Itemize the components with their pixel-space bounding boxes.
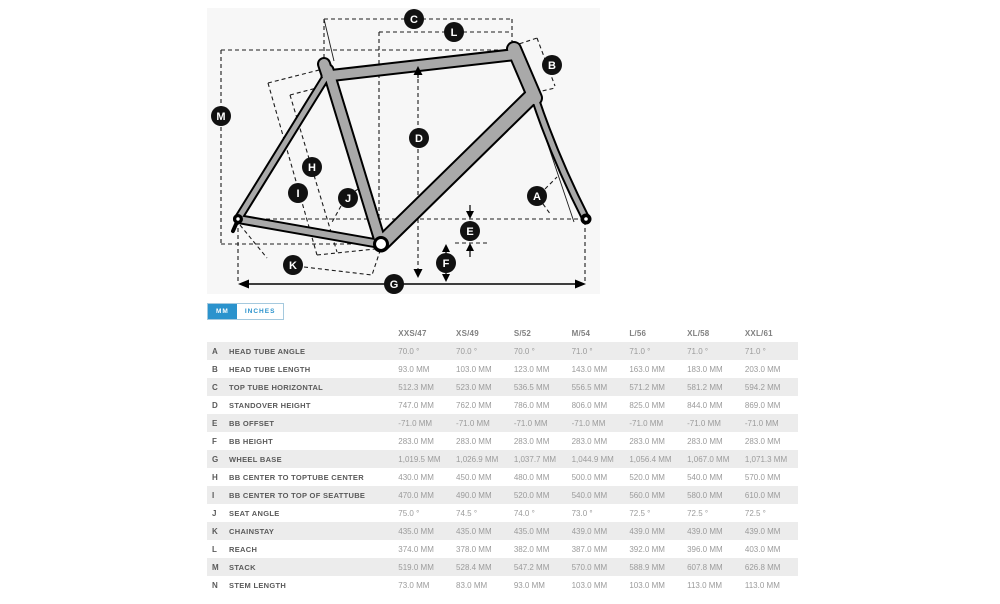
- geometry-table: [207, 325, 798, 594]
- measurement-value: 113.0 MM: [744, 580, 780, 590]
- row-dimension-label: REACH: [229, 544, 258, 554]
- measurement-value: 490.0 MM: [456, 490, 492, 500]
- geometry-row: [207, 450, 798, 468]
- measurement-value: 520.0 MM: [513, 490, 550, 500]
- measurement-value: -71.0 MM: [629, 418, 664, 428]
- bike-frame-drawing: [207, 8, 600, 294]
- measurement-value: -71.0 MM: [456, 418, 490, 428]
- row-letter: N: [212, 580, 218, 590]
- geometry-row: [207, 396, 798, 414]
- measurement-value: 283.0 MM: [744, 436, 781, 446]
- measurement-value: 1,071.3 MM: [744, 454, 788, 464]
- measurement-value: 283.0 MM: [398, 436, 434, 446]
- geometry-row: [207, 378, 798, 396]
- measurement-value: 547.2 MM: [513, 562, 550, 572]
- row-letter: G: [212, 454, 219, 464]
- diagram-label-letter-A: A: [533, 191, 541, 203]
- size-column-header: XXS/47: [398, 329, 427, 338]
- measurement-value: 73.0 MM: [398, 580, 430, 590]
- diagram-label-letter-H: H: [308, 162, 316, 174]
- row-dimension-label: STEM LENGTH: [229, 580, 287, 590]
- measurement-value: 74.0 °: [513, 508, 535, 518]
- measurement-value: 103.0 MM: [629, 580, 665, 590]
- measurement-value: 163.0 MM: [629, 364, 665, 374]
- measurement-value: 283.0 MM: [629, 436, 665, 446]
- bottom-bracket: [375, 238, 388, 251]
- measurement-value: 500.0 MM: [571, 472, 608, 482]
- row-letter: B: [212, 364, 218, 374]
- letter-column-header: [207, 325, 229, 342]
- measurement-value: 1,019.5 MM: [398, 454, 441, 464]
- measurement-value: 75.0 °: [398, 508, 420, 518]
- measurement-value: 374.0 MM: [398, 544, 434, 554]
- row-letter: I: [212, 490, 215, 500]
- row-letter: C: [212, 382, 218, 392]
- mm-toggle-button[interactable]: MM: [208, 304, 237, 319]
- row-dimension-label: HEAD TUBE LENGTH: [229, 364, 311, 374]
- measurement-value: 143.0 MM: [571, 364, 608, 374]
- row-dimension-label: BB OFFSET: [229, 418, 275, 428]
- measurement-value: 626.8 MM: [744, 562, 781, 572]
- measurement-value: 74.5 °: [456, 508, 478, 518]
- measurement-value: 70.0 °: [398, 346, 420, 356]
- row-dimension-label: BB CENTER TO TOPTUBE CENTER: [229, 472, 364, 482]
- measurement-value: 71.0 °: [687, 346, 709, 356]
- row-letter: L: [212, 544, 217, 554]
- measurement-value: 747.0 MM: [398, 400, 434, 410]
- measurement-value: 570.0 MM: [571, 562, 608, 572]
- measurement-value: 528.4 MM: [456, 562, 492, 572]
- row-dimension-label: BB HEIGHT: [229, 436, 273, 446]
- measurement-value: 283.0 MM: [571, 436, 608, 446]
- diagram-label-letter-E: E: [466, 226, 474, 238]
- measurement-value: 83.0 MM: [456, 580, 488, 590]
- diagram-label-letter-D: D: [415, 133, 423, 145]
- measurement-value: 71.0 °: [744, 346, 766, 356]
- geometry-row: [207, 432, 798, 450]
- size-column-header: XS/49: [456, 329, 479, 338]
- diagram-label-letter-J: J: [344, 193, 352, 205]
- measurement-value: 556.5 MM: [571, 382, 608, 392]
- measurement-value: 123.0 MM: [513, 364, 550, 374]
- measurement-value: 512.3 MM: [398, 382, 434, 392]
- measurement-value: 1,044.9 MM: [571, 454, 614, 464]
- measurement-value: 762.0 MM: [456, 400, 492, 410]
- size-column-header: M/54: [571, 329, 591, 338]
- row-letter: K: [212, 526, 218, 536]
- measurement-value: -71.0 MM: [398, 418, 433, 428]
- row-letter: F: [212, 436, 217, 446]
- row-letter: J: [212, 508, 217, 518]
- geometry-row: [207, 558, 798, 576]
- measurement-value: 806.0 MM: [571, 400, 608, 410]
- measurement-value: 439.0 MM: [687, 526, 723, 536]
- measurement-value: 519.0 MM: [398, 562, 434, 572]
- geometry-row: [207, 360, 798, 378]
- measurement-value: 869.0 MM: [744, 400, 781, 410]
- measurement-value: 1,037.7 MM: [513, 454, 557, 464]
- geometry-diagram: [207, 8, 600, 294]
- measurement-value: 283.0 MM: [687, 436, 723, 446]
- measurement-value: 580.0 MM: [687, 490, 723, 500]
- measurement-value: 93.0 MM: [513, 580, 545, 590]
- diagram-label-letter-B: B: [548, 60, 556, 72]
- measurement-value: 1,056.4 MM: [629, 454, 672, 464]
- row-dimension-label: CHAINSTAY: [229, 526, 275, 536]
- diagram-label-letter-F: F: [442, 258, 450, 270]
- size-column-header: XL/58: [687, 329, 710, 338]
- row-letter: D: [212, 400, 218, 410]
- measurement-value: 382.0 MM: [513, 544, 550, 554]
- diagram-label-letter-C: C: [410, 14, 418, 26]
- measurement-value: 439.0 MM: [629, 526, 665, 536]
- diagram-label-letter-I: I: [296, 188, 300, 200]
- measurement-value: 103.0 MM: [456, 364, 492, 374]
- measurement-value: 71.0 °: [629, 346, 651, 356]
- measurement-value: 72.5 °: [629, 508, 651, 518]
- row-dimension-label: HEAD TUBE ANGLE: [229, 346, 306, 356]
- row-dimension-label: STACK: [229, 562, 256, 572]
- row-dimension-label: WHEEL BASE: [229, 454, 282, 464]
- geometry-row: [207, 504, 798, 522]
- measurement-value: 520.0 MM: [629, 472, 665, 482]
- measurement-value: 435.0 MM: [398, 526, 434, 536]
- geometry-row: [207, 468, 798, 486]
- measurement-value: 183.0 MM: [687, 364, 723, 374]
- measurement-value: 560.0 MM: [629, 490, 665, 500]
- row-letter: M: [212, 562, 219, 572]
- measurement-value: 396.0 MM: [687, 544, 723, 554]
- measurement-value: 378.0 MM: [456, 544, 492, 554]
- measurement-value: 571.2 MM: [629, 382, 665, 392]
- measurement-value: 581.2 MM: [687, 382, 723, 392]
- measurement-value: -71.0 MM: [571, 418, 606, 428]
- measurement-value: 387.0 MM: [571, 544, 608, 554]
- measurement-value: 72.5 °: [687, 508, 709, 518]
- measurement-value: 203.0 MM: [744, 364, 781, 374]
- size-column-header: L/56: [629, 329, 647, 338]
- inches-toggle-button[interactable]: INCHES: [237, 304, 284, 319]
- measurement-value: 594.2 MM: [744, 382, 781, 392]
- measurement-value: 71.0 °: [571, 346, 593, 356]
- geometry-row: [207, 522, 798, 540]
- size-column-header: XXL/61: [744, 329, 773, 338]
- row-dimension-label: BB CENTER TO TOP OF SEATTUBE: [229, 490, 366, 500]
- measurement-value: 70.0 °: [456, 346, 478, 356]
- measurement-value: 72.5 °: [744, 508, 766, 518]
- measurement-value: 825.0 MM: [629, 400, 665, 410]
- measurement-value: 570.0 MM: [744, 472, 781, 482]
- measurement-value: 103.0 MM: [571, 580, 608, 590]
- measurement-value: 1,026.9 MM: [456, 454, 499, 464]
- geometry-row: [207, 342, 798, 360]
- measurement-value: 1,067.0 MM: [687, 454, 730, 464]
- measurement-value: 588.9 MM: [629, 562, 665, 572]
- row-dimension-label: STANDOVER HEIGHT: [229, 400, 311, 410]
- measurement-value: 435.0 MM: [513, 526, 550, 536]
- measurement-value: 113.0 MM: [687, 580, 723, 590]
- front-dropout: [581, 214, 592, 225]
- measurement-value: -71.0 MM: [513, 418, 548, 428]
- measurement-value: 283.0 MM: [456, 436, 492, 446]
- measurement-value: 403.0 MM: [744, 544, 781, 554]
- measurement-value: 786.0 MM: [513, 400, 550, 410]
- unit-toggle: [207, 303, 284, 320]
- measurement-value: 480.0 MM: [513, 472, 550, 482]
- geometry-row: [207, 486, 798, 504]
- dimension-column-header: [229, 325, 398, 342]
- row-letter: H: [212, 472, 218, 482]
- measurement-value: 93.0 MM: [398, 364, 430, 374]
- measurement-value: 540.0 MM: [687, 472, 723, 482]
- diagram-label-letter-L: L: [450, 27, 458, 39]
- measurement-value: 439.0 MM: [744, 526, 781, 536]
- measurement-value: 392.0 MM: [629, 544, 665, 554]
- measurement-value: 70.0 °: [513, 346, 535, 356]
- diagram-label-letter-G: G: [389, 279, 399, 291]
- measurement-value: 450.0 MM: [456, 472, 492, 482]
- geometry-row: [207, 576, 798, 594]
- measurement-value: 523.0 MM: [456, 382, 492, 392]
- size-column-header: S/52: [513, 329, 532, 338]
- geometry-row: [207, 414, 798, 432]
- measurement-value: 73.0 °: [571, 508, 593, 518]
- measurement-value: 540.0 MM: [571, 490, 608, 500]
- measurement-value: 435.0 MM: [456, 526, 492, 536]
- measurement-value: 430.0 MM: [398, 472, 434, 482]
- geometry-table-header-row: [207, 325, 798, 342]
- measurement-value: 844.0 MM: [687, 400, 723, 410]
- measurement-value: -71.0 MM: [687, 418, 721, 428]
- measurement-value: 610.0 MM: [744, 490, 781, 500]
- measurement-value: 439.0 MM: [571, 526, 608, 536]
- measurement-value: 607.8 MM: [687, 562, 723, 572]
- measurement-value: 283.0 MM: [513, 436, 550, 446]
- row-letter: A: [212, 346, 218, 356]
- row-dimension-label: TOP TUBE HORIZONTAL: [229, 382, 324, 392]
- row-letter: E: [212, 418, 218, 428]
- diagram-label-letter-K: K: [289, 260, 297, 272]
- diagram-label-letter-M: M: [216, 111, 226, 123]
- measurement-value: -71.0 MM: [744, 418, 779, 428]
- measurement-value: 470.0 MM: [398, 490, 434, 500]
- measurement-value: 536.5 MM: [513, 382, 550, 392]
- geometry-row: [207, 540, 798, 558]
- row-dimension-label: SEAT ANGLE: [229, 508, 280, 518]
